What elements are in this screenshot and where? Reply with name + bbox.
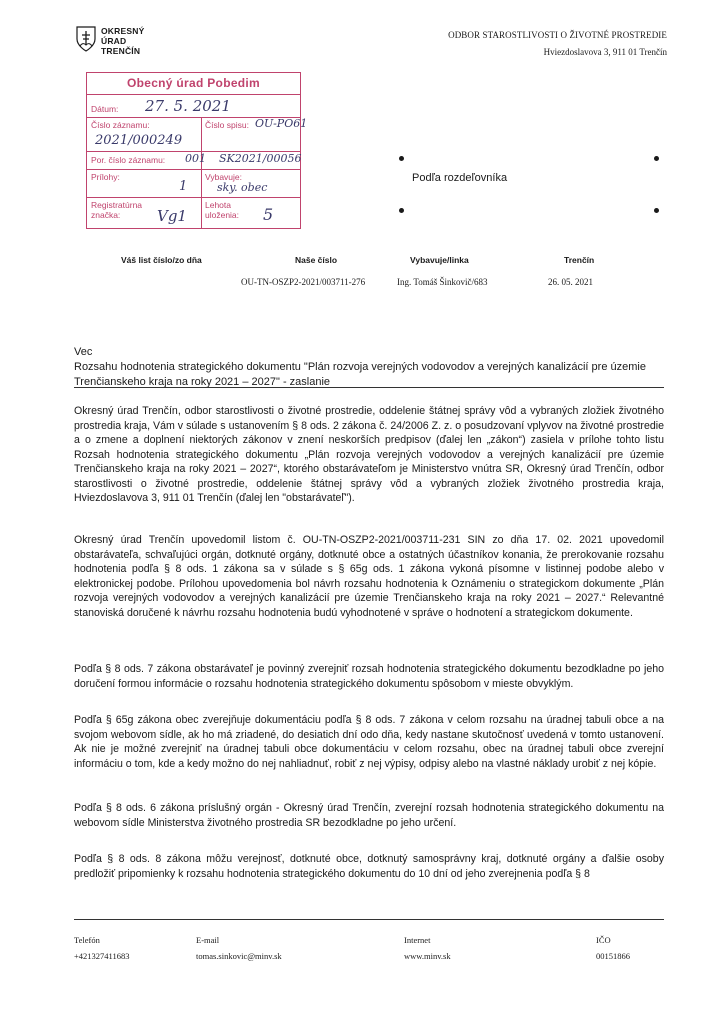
stamp-datum-value: 27. 5. 2021: [145, 97, 231, 115]
office-name-line1: OKRESNÝ: [101, 26, 145, 36]
body-paragraph-2: Okresný úrad Trenčín upovedomil listom č. OU-TN-OSZP2-2021/003711-231 SIN zo dňa 17. 02. 2021 upovedomil obstarávateľa, schvaľujúci orgán, dotknuté orgány, dotknuté obce a ostatných účastníkov konania, že prerokovanie rozsahu hodnotenia podľa § 8 ods. 1 zákona sa v súlade s § 65g ods. 1 zákona vykoná písomne v listinnej podobe alebo v elektronickej podobe. Prílohou upovedomenia bol návrh rozsahu hodnotenia k Oznámeniu o strategickom dokumente „Plán rozvoja verejných vodovodov a verejných kanalizácií pre územie Trenčianskeho kraja na roky 2021 – 2027.“ Relevantné stanoviská doručené k návrhu rozsahu hodnotenia budú vyhodnotené v správe o hodnotení a strategickom dokumente.: [74, 534, 664, 619]
ref-handler-value: Ing. Tomáš Šinkovič/683: [397, 277, 488, 287]
footer-ico-value: 00151866: [596, 951, 630, 961]
department-address: Hviezdoslavova 3, 911 01 Trenčín: [543, 47, 667, 57]
department-name: ODBOR STAROSTLIVOSTI O ŽIVOTNÉ PROSTREDIE: [448, 30, 667, 40]
stamp-vybavuje-label: Vybavuje:: [205, 172, 243, 182]
stamp-por-cislo-value: 001: [185, 152, 206, 165]
subject-text: Rozsahu hodnotenia strategického dokumentu "Plán rozvoja verejných vodovodov a verejných kanalizácií pre územie Trenčianskeho kraja na roky 2021 – 2027" - zaslanie: [74, 361, 646, 388]
stamp-title: Obecný úrad Pobedim: [87, 73, 300, 95]
footer-web-label: Internet: [404, 935, 431, 945]
stamp-lehota-label: Lehota: [205, 200, 231, 210]
body-paragraph-1: Okresný úrad Trenčín, odbor starostlivosti o životné prostredie, oddelenie štátnej správy vôd a vybraných zložiek životného prostredia kraja, Vám v súlade s ustanovením § 8 ods. 2 zákona č. 24/2006 Z. z. o posudzovaní vplyvov na životné prostredie a o zmene a doplnení niektorých zákonov v znení neskorších predpisov (ďalej len „zákon“) zasiela v prílohe tohto listu Rozsah hodnotenia strategického dokumentu „Plán rozvoja verejných vodovodov a verejných kanalizácií pre územie Trenčianskeho kraja na roky 2021 – 2027“, ktorého obstarávateľom je Ministerstvo vnútra SR, Okresný úrad Trenčín, odbor starostlivosti o životné prostredie, oddelenie štátnej správy vôd a vybraných zložiek životného prostredia kraja, Hviezdoslavova 3, 911 01 Trenčín (ďalej len "obstarávateľ").: [74, 405, 664, 504]
subject-underline: [74, 387, 664, 388]
stamp-divider: [87, 169, 300, 170]
stamp-registratura-value: Vg1: [157, 207, 187, 225]
stamp-por-cislo-label: Por. číslo záznamu:: [91, 155, 166, 165]
ref-handler-label: Vybavuje/linka: [410, 255, 469, 265]
stamp-vybavuje-value: sky. obec: [217, 181, 268, 194]
registration-stamp: [86, 72, 308, 229]
stamp-por-cislo-year: SK2021/00056: [219, 152, 302, 165]
body-paragraph-3: Podľa § 8 ods. 7 zákona obstarávateľ je povinný zverejniť rozsah hodnotenia strategického dokumentu bezodkladne po jeho doručení formou informácie o rozsahu hodnotenia strategického dokumentu spôsobom v mieste obvyklým.: [74, 663, 664, 690]
stamp-prilohy-label: Prílohy:: [91, 172, 120, 182]
coat-of-arms-icon: [76, 26, 96, 52]
recipient: Podľa rozdeľovníka: [412, 172, 508, 184]
stamp-cislo-zaznamu-value: 2021/000249: [95, 133, 183, 148]
ref-place-label: Trenčín: [564, 255, 595, 265]
stamp-cislo-zaznamu-label: Číslo záznamu:: [91, 120, 150, 130]
footer-phone-label: Telefón: [74, 935, 100, 945]
subject-label: Vec: [74, 346, 93, 358]
footer-ico-label: IČO: [596, 935, 611, 945]
body-paragraph-5: Podľa § 8 ods. 6 zákona príslušný orgán - Okresný úrad Trenčín, zverejní rozsah hodnotenia strategického dokumentu na webovom sídle Ministerstva životného prostredia SR bezodkladne po jeho určení.: [74, 802, 664, 829]
body-paragraph-4: Podľa § 65g zákona obec zverejňuje dokumentáciu podľa § 8 ods. 7 zákona v celom rozsahu na úradnej tabuli obce a na svojom webovom sídle, ak ho má zriadené, do desiatich dní odo dňa, kedy nastane skutočnosť uvedená v tomto ustanovení. Ak nie je možné zverejniť na úradnej tabuli obce dokumentáciu v celom rozsahu, obec na úradnej tabuli obce zverejní informáciu o tom, kde a kedy možno do nej nahliadnuť, robiť z nej výpisy, odpisy alebo na vlastné náklady urobiť z nej kópie.: [74, 714, 664, 770]
address-window-mark: [399, 208, 404, 213]
stamp-cislo-spisu-value: OU-PO61: [255, 117, 308, 130]
stamp-lehota-value: 5: [263, 205, 274, 224]
footer-web-value: www.minv.sk: [404, 951, 451, 961]
ref-our-number-value: OU-TN-OSZP2-2021/003711-276: [241, 277, 366, 287]
stamp-cislo-spisu-label: Číslo spisu:: [205, 120, 249, 130]
stamp-lehota-label-2: uloženia:: [205, 210, 240, 220]
address-window-mark: [654, 208, 659, 213]
footer-phone-value: +421327411683: [74, 951, 130, 961]
stamp-divider: [87, 197, 300, 198]
stamp-datum-label: Dátum:: [91, 104, 119, 114]
footer-email-value: tomas.sinkovic@minv.sk: [196, 951, 282, 961]
office-name: [101, 26, 144, 56]
ref-your-letter-label: Váš list číslo/zo dňa: [121, 255, 202, 265]
footer-email-label: E-mail: [196, 935, 220, 945]
body-paragraph-6: Podľa § 8 ods. 8 zákona môžu verejnosť, dotknuté obce, dotknutý samosprávny kraj, dotknuté orgány a ďalšie osoby predložiť pripomienky k rozsahu hodnotenia strategického dokumentu do 10 dní od jeho zverejnenia podľa § 8: [74, 853, 664, 880]
office-name-line3: TRENČÍN: [101, 46, 141, 56]
stamp-prilohy-value: 1: [179, 179, 188, 194]
address-window-mark: [399, 156, 404, 161]
stamp-divider: [201, 117, 202, 228]
address-window-mark: [654, 156, 659, 161]
ref-date-value: 26. 05. 2021: [548, 277, 593, 287]
stamp-registratura-label: Registratúrna: [91, 200, 143, 210]
stamp-registratura-label-2: značka:: [91, 210, 121, 220]
ref-our-number-label: Naše číslo: [295, 255, 338, 265]
office-name-line2: ÚRAD: [101, 36, 127, 46]
footer-divider: [74, 919, 664, 920]
